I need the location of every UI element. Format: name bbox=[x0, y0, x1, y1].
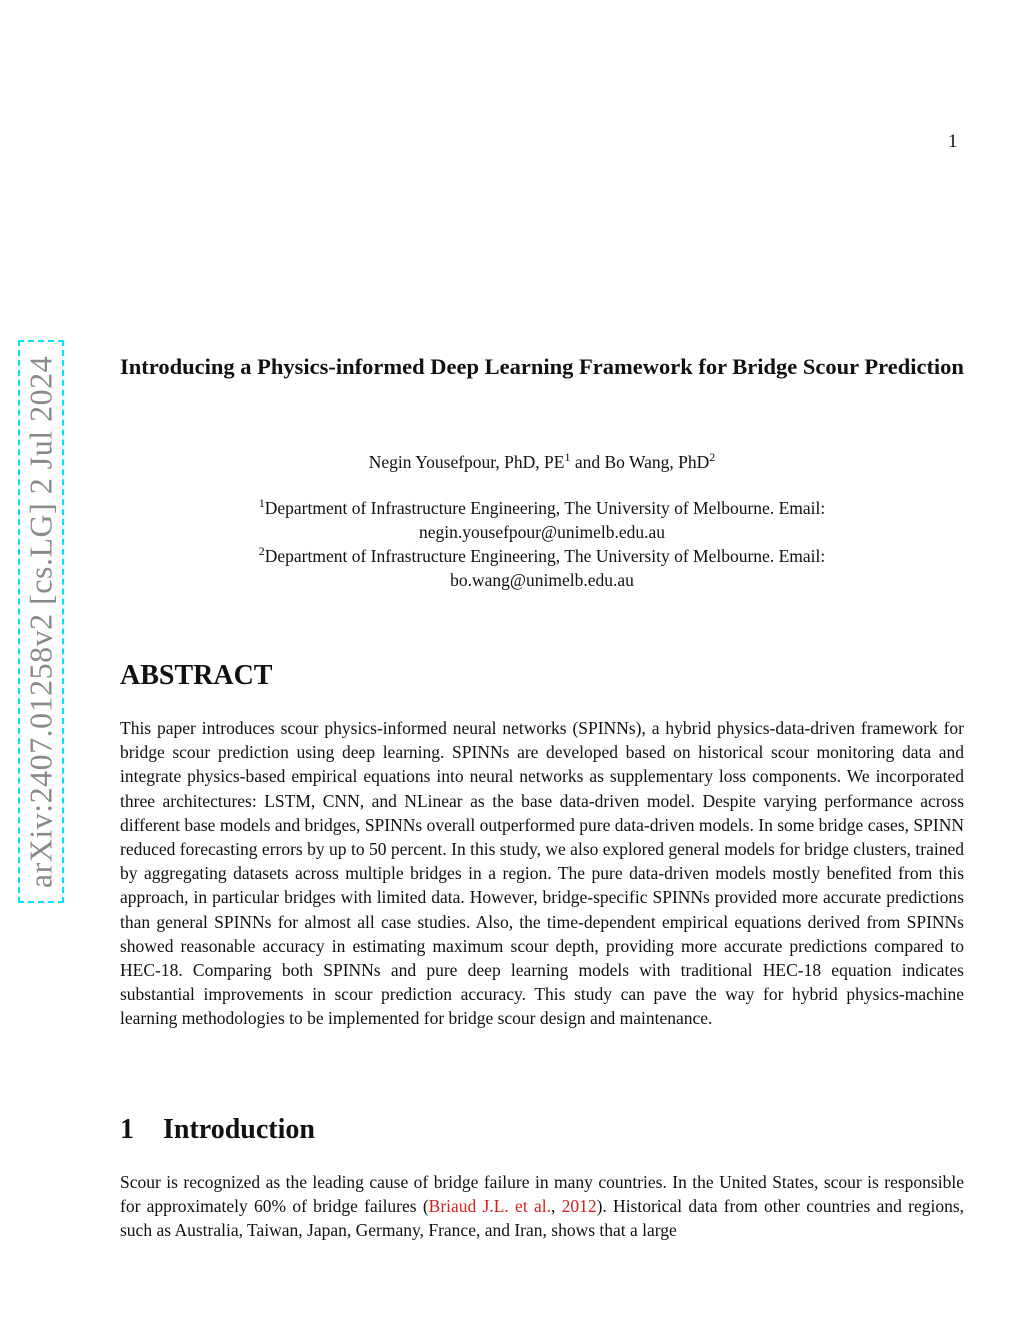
affiliation-email[interactable]: bo.wang@unimelb.edu.au bbox=[450, 570, 634, 590]
citation-separator: , bbox=[550, 1196, 562, 1217]
citation-link[interactable]: Briaud J.L. et al. bbox=[428, 1196, 551, 1217]
affiliation-line bbox=[120, 496, 964, 520]
arxiv-stamp[interactable] bbox=[18, 340, 64, 903]
affiliation-text: Department of Infrastructure Engineering, The University of Melbourne. Email: bbox=[264, 546, 826, 566]
affiliation-email[interactable]: negin.yousefpour@unimelb.edu.au bbox=[419, 522, 665, 542]
arxiv-identifier[interactable]: arXiv:2407.01258v2 [cs.LG] 2 Jul 2024 bbox=[22, 355, 59, 888]
abstract-body: This paper introduces scour physics-informed neural networks (SPINNs), a hybrid physics-data-driven framework for bridge scour prediction using deep learning. SPINNs are developed based on historical scour monitoring data and integrate physics-based empirical equations into neural networks as supplementary loss components. We incorporated three architectures: LSTM, CNN, and NLinear as the base data-driven model. Despite varying performance across different base models and bridges, SPINNs overall outperformed pure data-driven models. In some bridge cases, SPINN reduced forecasting errors by up to 50 percent. In this study, we also explored general models for bridge clusters, trained by aggregating datasets across multiple bridges in a region. The pure data-driven models mostly benefited from this approach, in particular bridges with limited data. However, bridge-specific SPINNs provided more accurate predictions than general SPINNs for almost all case studies. Also, the time-dependent empirical equations derived from SPINNs showed reasonable accuracy in estimating maximum scour depth, providing more accurate predictions compared to HEC-18. Comparing both SPINNs and pure deep learning models with traditional HEC-18 equation indicates substantial improvements in scour prediction accuracy. This study can pave the way for hybrid physics-machine learning methodologies to be implemented for bridge scour design and maintenance. bbox=[120, 718, 964, 1029]
affiliation-line bbox=[120, 544, 964, 568]
paragraph-text: ). Historical data from other countries and regions, such as Australia, Taiwan, Japan, Germany, France, and Iran, shows that a large bbox=[120, 1196, 965, 1241]
affiliation-marker: 2 bbox=[709, 450, 716, 465]
section-number: 1 bbox=[120, 1114, 134, 1145]
paper-title: Introducing a Physics-informed Deep Learning Framework for Bridge Scour Prediction bbox=[120, 354, 964, 379]
section-title: Introduction bbox=[163, 1114, 315, 1145]
author-conjunction: and bbox=[570, 452, 605, 472]
section-heading-introduction bbox=[120, 1114, 315, 1146]
affiliation-marker: 1 bbox=[258, 496, 265, 511]
author-name: Negin Yousefpour, PhD, PE bbox=[368, 452, 565, 472]
affiliation-text: Department of Infrastructure Engineering, The University of Melbourne. Email: bbox=[264, 498, 826, 518]
introduction-paragraph bbox=[120, 1170, 964, 1243]
author-line bbox=[120, 452, 964, 473]
paragraph-text: Scour is recognized as the leading cause of bridge failure in many countries. In the United States, scour is responsible for approximately 60% of bridge failures ( bbox=[120, 1172, 964, 1217]
affiliation-marker: 1 bbox=[564, 450, 571, 465]
page-number: 1 bbox=[948, 131, 958, 152]
abstract-heading: ABSTRACT bbox=[120, 660, 273, 691]
author-name: Bo Wang, PhD bbox=[604, 452, 710, 472]
affiliations bbox=[120, 496, 964, 592]
citation-year-link[interactable]: 2012 bbox=[561, 1196, 597, 1217]
affiliation-marker: 2 bbox=[258, 544, 265, 559]
